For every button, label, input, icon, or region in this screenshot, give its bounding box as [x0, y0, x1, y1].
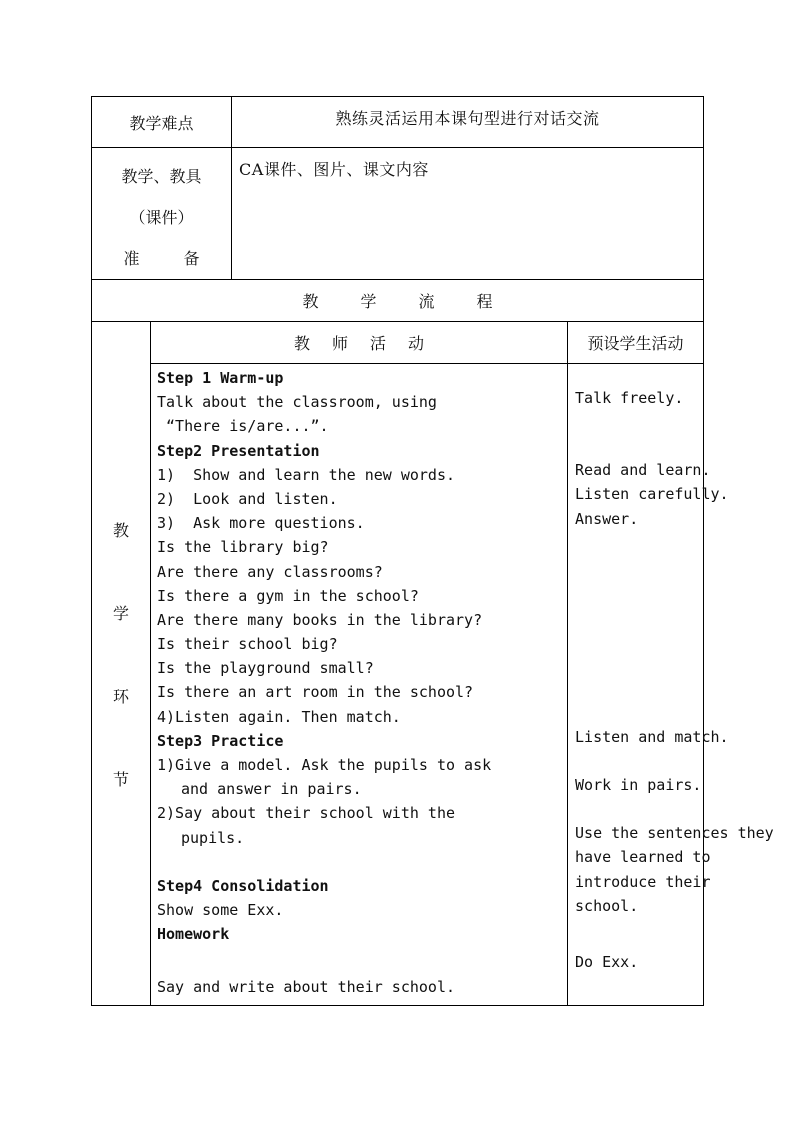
- teacher-activity-spacer: [157, 850, 567, 874]
- section-label-char-2: 学: [112, 604, 129, 623]
- teacher-header-cell: [151, 322, 568, 364]
- materials-label-char-b: 备: [183, 249, 200, 268]
- teacher-activity-line: Step4 Consolidation: [157, 876, 329, 895]
- teacher-activity-line: 1)Give a model. Ask the pupils to ask: [157, 756, 492, 774]
- student-activity-line: Read and learn.: [575, 461, 711, 480]
- teacher-header-char-4: 动: [408, 334, 425, 353]
- teacher-activity-line: 3) Ask more questions.: [157, 514, 365, 533]
- teacher-activity-line: 4)Listen again. Then match.: [157, 707, 401, 726]
- flow-title: [92, 289, 703, 312]
- teacher-activities-cell: [151, 364, 568, 1006]
- student-activity-line: Work in pairs.: [575, 775, 702, 794]
- teacher-activity-line: 2) Look and listen.: [157, 489, 338, 508]
- section-label-cell: [92, 322, 151, 1006]
- materials-label-line2: （课件）: [129, 208, 194, 227]
- teacher-activity-line: 1) Show and learn the new words.: [157, 465, 456, 484]
- flow-title-row: [92, 280, 704, 322]
- section-label-char-3: 环: [112, 687, 129, 706]
- flow-title-char-1: 教: [302, 292, 319, 311]
- teacher-activity-line: Step2 Presentation: [157, 441, 320, 460]
- student-activity-line: Do Exx.: [575, 952, 639, 971]
- materials-label-char-a: 准: [123, 249, 140, 268]
- teacher-activity-line: pupils.: [181, 828, 245, 847]
- teacher-activity-line: Step 1 Warm-up: [157, 369, 284, 387]
- student-header: 预设学生活动: [587, 334, 684, 353]
- teacher-activity-line: “There is/are...”.: [157, 417, 329, 436]
- materials-label-line1: 教学、教具: [121, 167, 202, 186]
- student-activity-line: Listen and match.: [575, 727, 729, 746]
- materials-label-line3: [92, 238, 231, 279]
- activity-header-row: [92, 322, 704, 364]
- student-activity-line: Talk freely.: [575, 389, 684, 407]
- teacher-activity-line: Say and write about their school.: [157, 977, 456, 996]
- difficulty-content: 熟练灵活运用本课句型进行对话交流: [335, 109, 600, 128]
- teacher-header-char-3: 活: [370, 334, 387, 353]
- section-label-char-4: 节: [112, 770, 129, 789]
- teacher-activity-line: Step3 Practice: [157, 731, 284, 750]
- teacher-activity-spacer: [157, 947, 567, 975]
- teacher-activity-line: 2)Say about their school with the: [157, 804, 456, 823]
- difficulty-label: 教学难点: [129, 113, 194, 133]
- student-activities-cell: [568, 364, 774, 1006]
- materials-label-cell: [92, 148, 232, 280]
- difficulty-content-cell: [232, 97, 704, 148]
- teacher-header: [151, 331, 567, 354]
- section-label: [92, 322, 150, 850]
- teacher-header-char-1: 教: [293, 334, 310, 353]
- materials-row: [92, 148, 704, 280]
- teacher-activity-line: Is there an art room in the school?: [157, 683, 474, 702]
- flow-title-char-4: 程: [476, 292, 493, 311]
- flow-title-cell: [92, 280, 704, 322]
- teacher-activity-line: and answer in pairs.: [181, 780, 362, 799]
- teacher-activity-line: Is the library big?: [157, 538, 329, 557]
- student-activity-line: Listen carefully.: [575, 485, 729, 504]
- student-activity-line: introduce their: [575, 872, 711, 891]
- section-label-char-1: 教: [112, 521, 129, 540]
- lesson-plan-table: [91, 96, 774, 1006]
- student-activity-line: have learned to: [575, 848, 711, 867]
- teacher-activity-line: Show some Exx.: [157, 901, 284, 920]
- difficulty-row: [92, 97, 704, 148]
- flow-title-char-3: 流: [418, 292, 435, 311]
- teacher-activity-line: Talk about the classroom, using: [157, 393, 437, 412]
- teacher-activity-line: Are there any classrooms?: [157, 562, 383, 581]
- difficulty-label-cell: [92, 97, 232, 148]
- activity-content-row: [92, 364, 704, 1006]
- flow-title-char-2: 学: [360, 292, 377, 311]
- materials-content-cell: [232, 148, 704, 280]
- student-header-cell: [568, 322, 704, 364]
- teacher-activity-line: Homework: [157, 925, 230, 944]
- teacher-activity-line: Is their school big?: [157, 635, 338, 654]
- teacher-activity-line: Is the playground small?: [157, 659, 374, 678]
- student-activity-line: school.: [575, 896, 639, 915]
- teacher-activities-list: [157, 366, 567, 999]
- student-activity-line: Answer.: [575, 509, 639, 528]
- materials-content: CA课件、图片、课文内容: [239, 160, 429, 179]
- teacher-header-char-2: 师: [331, 334, 348, 353]
- teacher-activity-line: Is there a gym in the school?: [157, 586, 419, 605]
- student-activities-list: [575, 386, 774, 974]
- teacher-activity-line: Are there many books in the library?: [157, 610, 483, 629]
- student-activity-line: Use the sentences they: [575, 824, 774, 843]
